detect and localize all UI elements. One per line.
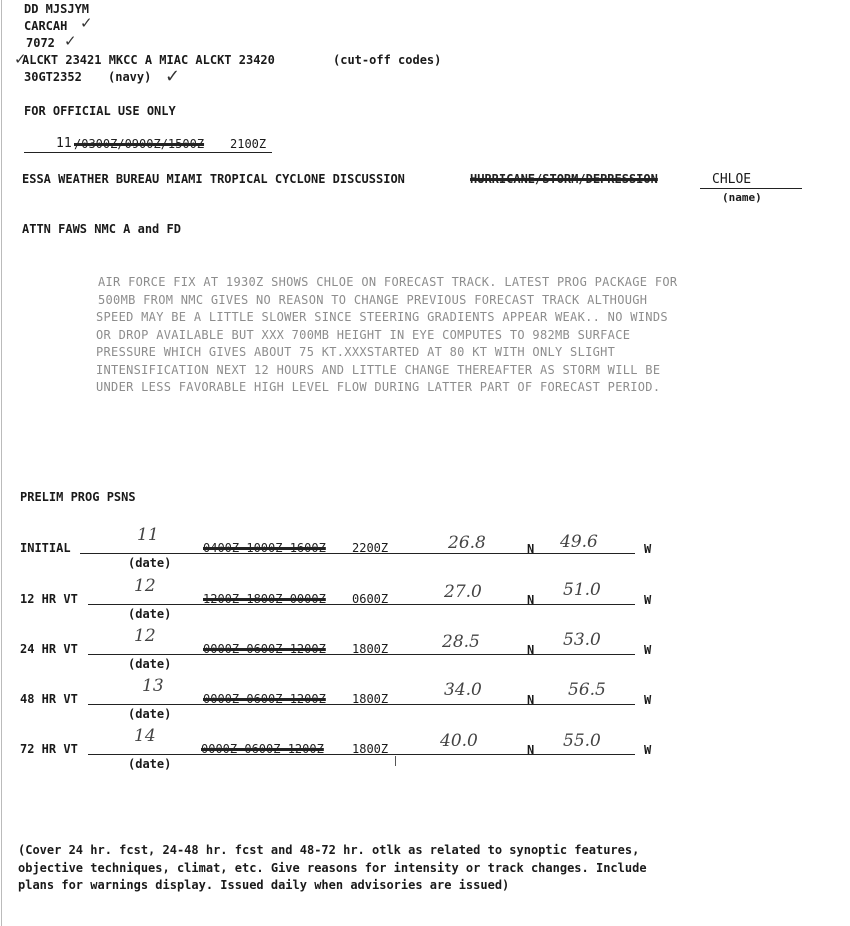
footer-line: objective techniques, climat, etc. Give reasons for intensity or track changes. Include (18, 861, 647, 875)
date-label: (date) (128, 556, 172, 570)
prog-row-time: 1800Z (352, 742, 389, 756)
date-label: (date) (128, 607, 172, 621)
prog-row-time: 1800Z (352, 642, 389, 656)
discussion-line: SPEED MAY BE A LITTLE SLOWER SINCE STEERING GRADIENTS APPEAR WEAK.. NO WINDS (96, 310, 668, 324)
north-label: N (527, 643, 535, 657)
north-label: N (527, 693, 535, 707)
check-mark-icon: ✓ (64, 32, 77, 50)
prog-row-longitude: 56.5 (568, 680, 606, 700)
prog-row-struck-times: 1200Z 1800Z 0000Z (203, 592, 326, 606)
prog-row-time: 1800Z (352, 692, 389, 706)
prog-row-latitude: 27.0 (444, 582, 482, 602)
check-mark-icon: ✓ (14, 50, 27, 68)
pen-mark (395, 756, 396, 766)
prog-row-label: 72 HR VT (20, 742, 78, 756)
discussion-line: OR DROP AVAILABLE BUT XXX 700MB HEIGHT IN EYE COMPUTES TO 982MB SURFACE (96, 327, 631, 342)
north-label: N (527, 743, 535, 757)
prog-row-latitude: 26.8 (448, 533, 486, 553)
header-line-4-note: (cut-off codes) (333, 53, 442, 67)
official-use-label: FOR OFFICIAL USE ONLY (24, 104, 176, 118)
discussion-line: PRESSURE WHICH GIVES ABOUT 75 KT.XXXSTARTED AT 80 KT WITH ONLY SLIGHT (96, 345, 616, 359)
west-label: W (644, 693, 652, 707)
check-mark-icon: ✓ (80, 14, 93, 32)
dateline-day: 11 (56, 136, 72, 151)
header-line-1: DD MJSJYM (24, 2, 90, 16)
west-label: W (644, 643, 652, 657)
header-line-3: 7072 (26, 36, 55, 50)
prog-row-struck-times: 0400Z 1000Z 1600Z (203, 541, 326, 555)
date-label: (date) (128, 757, 172, 771)
prog-row-latitude: 28.5 (442, 632, 480, 652)
header-line-2: CARCAH (24, 19, 68, 33)
storm-name-label: (name) (722, 191, 762, 204)
footer-line: plans for warnings display. Issued daily when advisories are issued) (18, 878, 510, 892)
prog-row-label: INITIAL (20, 541, 71, 555)
prog-row-label: 24 HR VT (20, 642, 78, 656)
west-label: W (644, 743, 652, 757)
prog-row-longitude: 53.0 (563, 630, 601, 650)
bulletin-title: ESSA WEATHER BUREAU MIAMI TROPICAL CYCLONE DISCUSSION (22, 172, 405, 186)
storm-name: CHLOE (712, 172, 752, 187)
check-mark-icon: ✓ (165, 66, 181, 87)
footer-line: (Cover 24 hr. fcst, 24-48 hr. fcst and 48-72 hr. otlk as related to synoptic features, (18, 843, 640, 857)
prog-row-date: 12 (134, 576, 156, 596)
prog-row-longitude: 55.0 (563, 731, 601, 751)
prog-row-longitude: 51.0 (563, 580, 601, 600)
discussion-line: 500MB FROM NMC GIVES NO REASON TO CHANGE PREVIOUS FORECAST TRACK ALTHOUGH (98, 292, 648, 307)
attention-line: ATTN FAWS NMC A and FD (22, 222, 181, 236)
prog-row-label: 48 HR VT (20, 692, 78, 706)
west-label: W (644, 542, 652, 556)
prog-row-date: 11 (137, 525, 159, 545)
west-label: W (644, 593, 652, 607)
dateline-underline (24, 152, 272, 153)
prog-row-longitude: 49.6 (560, 532, 598, 552)
dateline-struck-times: /0300Z/0900Z/1500Z (74, 137, 205, 151)
prog-heading: PRELIM PROG PSNS (20, 490, 136, 504)
bulletin-type-struck: HURRICANE/STORM/DEPRESSION (470, 172, 658, 186)
prog-row-latitude: 40.0 (440, 731, 478, 751)
prog-row-date: 13 (142, 676, 164, 696)
prog-row-latitude: 34.0 (444, 680, 482, 700)
north-label: N (527, 542, 535, 556)
prog-row-struck-times: 0000Z 0600Z 1200Z (203, 692, 326, 706)
prog-row-date: 14 (134, 726, 156, 746)
page-edge (1, 0, 2, 926)
header-line-4-codes: ALCKT 23421 MKCC A MIAC ALCKT 23420 (22, 53, 275, 67)
prog-row-label: 12 HR VT (20, 592, 78, 606)
dateline-time: 2100Z (230, 137, 267, 151)
header-line-5-note: (navy) (108, 70, 152, 84)
north-label: N (527, 593, 535, 607)
discussion-line: AIR FORCE FIX AT 1930Z SHOWS CHLOE ON FORECAST TRACK. LATEST PROG PACKAGE FOR (98, 275, 678, 289)
prog-row-time: 2200Z (352, 541, 389, 555)
storm-name-underline (700, 188, 802, 189)
discussion-line: UNDER LESS FAVORABLE HIGH LEVEL FLOW DURING LATTER PART OF FORECAST PERIOD. (96, 380, 661, 394)
prog-row-date: 12 (134, 626, 156, 646)
date-label: (date) (128, 657, 172, 671)
prog-row-struck-times: 0000Z 0600Z 1200Z (201, 742, 324, 756)
discussion-line: INTENSIFICATION NEXT 12 HOURS AND LITTLE CHANGE THEREAFTER AS STORM WILL BE (96, 362, 661, 377)
prog-row-struck-times: 0000Z 0600Z 1200Z (203, 642, 326, 656)
prog-row-time: 0600Z (352, 592, 389, 606)
date-label: (date) (128, 707, 172, 721)
header-line-5-code: 30GT2352 (24, 70, 82, 84)
